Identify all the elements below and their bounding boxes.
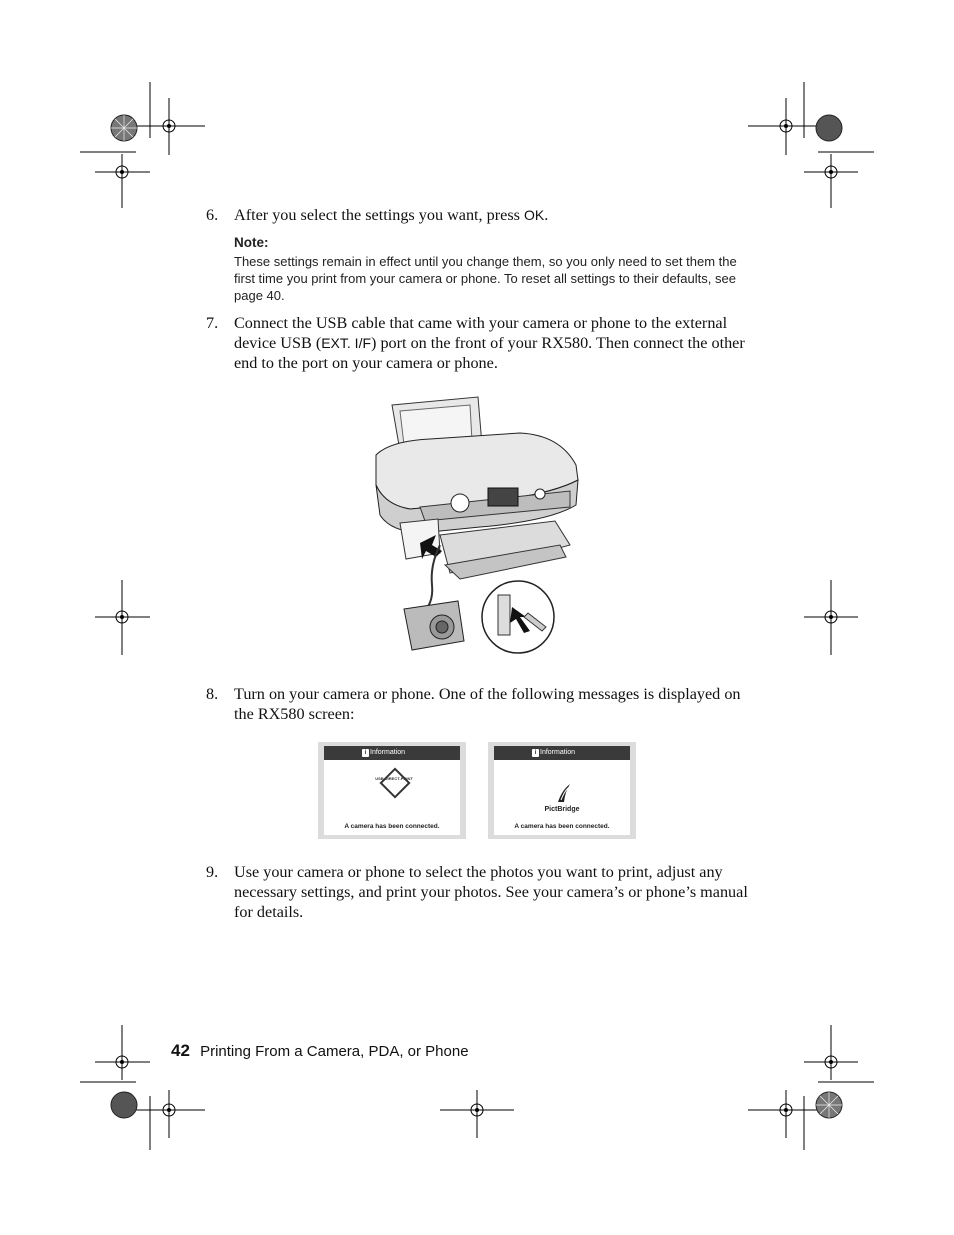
lcd-message: A camera has been connected.	[514, 823, 610, 830]
lcd-screen-pictbridge	[488, 742, 636, 839]
usb-direct-print-logo-icon	[379, 767, 410, 798]
note-body: These settings remain in effect until you change them, so you only need to set them the first time you print from your camera or phone. To reset all settings to their defaults, see page 40.	[234, 254, 737, 303]
usb-direct-print-logo-text: USB DIRECT-PRINT	[375, 776, 413, 781]
chapter-title: Printing From a Camera, PDA, or Phone	[200, 1043, 469, 1060]
info-icon: i	[532, 749, 539, 757]
step-text: Turn on your camera or phone. One of the following messages is displayed on the RX580 screen:	[234, 685, 741, 723]
ext-if-port-label: EXT. I/F	[321, 335, 372, 351]
ok-key-label: OK	[523, 207, 545, 223]
page-number: 42	[171, 1041, 190, 1060]
page-footer	[171, 1041, 469, 1061]
step-number: 8.	[206, 685, 219, 703]
step-text: After you select the settings you want, press OK.	[234, 206, 549, 224]
pictbridge-logo-icon	[556, 782, 572, 804]
note-box	[234, 234, 744, 304]
lcd-header	[324, 746, 460, 760]
lcd-message: A camera has been connected.	[344, 823, 440, 830]
note-title: Note:	[234, 235, 269, 250]
lcd-body	[324, 760, 460, 835]
step-text: Use your camera or phone to select the photos you want to print, adjust any necessary settings, and print your photos. See your camera’s or phone’s manual for details.	[234, 863, 748, 921]
step-number: 9.	[206, 863, 219, 881]
lcd-header	[494, 746, 630, 760]
step-number: 7.	[206, 314, 219, 332]
lcd-body	[494, 760, 630, 835]
pictbridge-logo-text: PictBridge	[544, 806, 580, 813]
lcd-screen-usb-direct-print	[318, 742, 466, 839]
printer-illustration	[370, 395, 585, 660]
info-icon: i	[362, 749, 369, 757]
lcd-header-label: Information	[370, 749, 406, 756]
lcd-header-label: Information	[540, 749, 576, 756]
step-text: Connect the USB cable that came with your camera or phone to the external device USB (EXT. I/F) port on the front of your RX580. Then connect the other end to the port on your camera or phone.	[234, 314, 745, 372]
step-number: 6.	[206, 206, 219, 224]
